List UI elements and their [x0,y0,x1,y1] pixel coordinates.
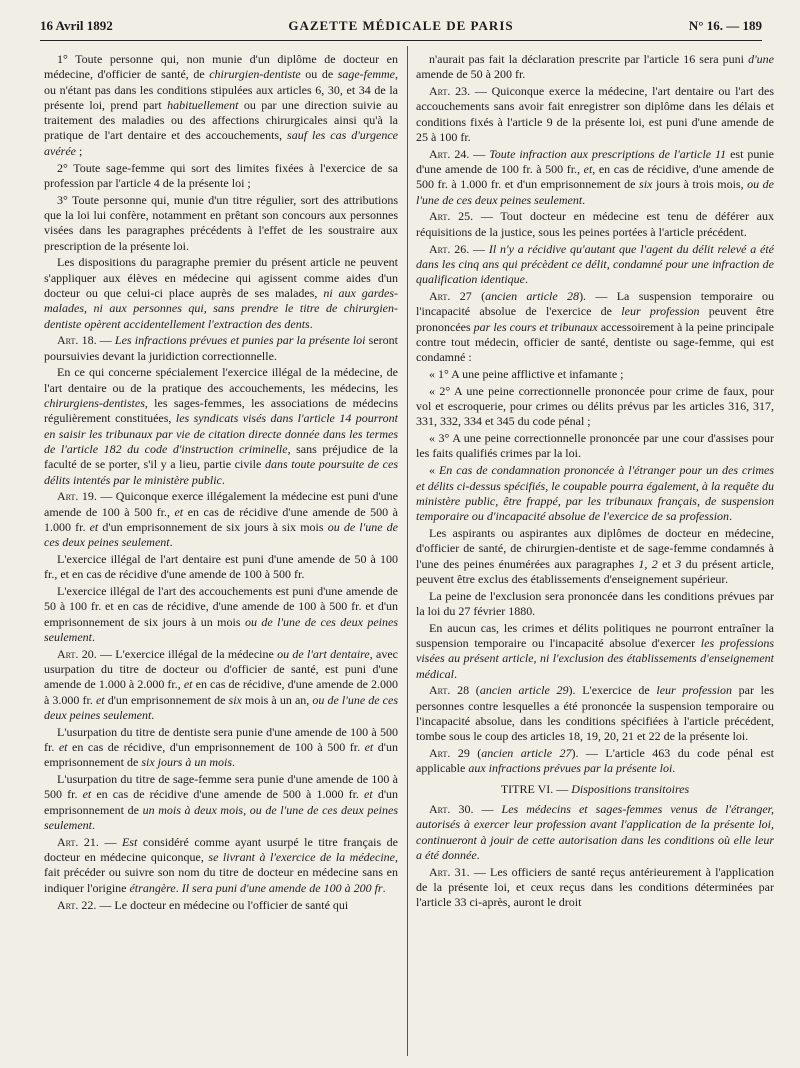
italic-text: et [364,740,374,755]
paragraph [44,772,398,833]
paragraph [416,589,774,620]
paragraph [416,621,774,682]
text-run: , fait précéder ou suivre son nom du titre de docteur en médecine sans en indiquer l'origine [44,850,398,895]
text-run: , ou n'étant pas dans les conditions stipulées aux articles 6, 30, et 34 de la présente loi, prend part [44,67,398,112]
italic-text: six [639,177,653,192]
italic-text: aux infractions prévues par la présente loi [468,761,673,776]
article-number: Art. 27 [429,288,472,303]
italic-text: se livrant à l'exercice de la médecine [208,850,395,865]
column-divider [407,46,408,1056]
italic-text: sauf les cas d'urgence avérée [44,128,398,158]
italic-text: Est [121,834,138,849]
article-number: Art. 29 [429,746,470,761]
italic-text: 1, 2 [634,556,663,571]
header-date: 16 Avril 1892 [40,18,113,33]
paragraph [416,782,774,797]
text-run: d'un emprisonnement de [44,740,398,770]
text-run: — [469,241,489,256]
journal-title: GAZETTE MÉDICALE DE PARIS [288,18,514,33]
italic-text: ancien article 28 [485,288,580,303]
text-run: . [672,761,676,776]
text-run: et [662,556,671,571]
text-run: ; [75,143,83,158]
italic-text: Les infractions prévues et punies par la présente loi [114,333,366,348]
italic-text: par les cours et tribunaux [473,319,598,334]
text-run: en cas de récidive d'une amende de 500 à 1.000 fr. [91,787,365,802]
text-run: ( [469,746,482,761]
paragraph [416,367,774,382]
text-run: « 3° A une peine correctionnelle prononcée par une cour d'assises pour les faits qualifiés crimes par la loi. [416,431,774,461]
text-run: ou par une direction suivie au traitement des maladies ou des affections chirurgicales ainsi qu'à la pratique de l'art dentaire et des accouchements, [44,97,398,143]
paragraph [44,898,398,913]
text-run: , les sages-femmes, les associations de médecins régulièrement constituées, [44,396,398,426]
article-number: Art. 19. [57,489,97,504]
paragraph [416,147,774,208]
paragraph [44,584,398,645]
italic-text: . [725,571,729,586]
text-run: « 2° A une peine correctionnelle prononcée pour crime de faux, pour vol et escroquerie, pour crimes ou délits prévus par les articles 316, 317, 331, 332, 334 et 345 du code pénal ; [416,383,774,429]
text-run: . [524,272,528,287]
italic-text: . [532,603,536,618]
text-run: — L'exercice illégal de la médecine [96,646,278,661]
italic-text: étrangère [129,880,176,895]
paragraph [44,365,398,487]
text-run: Les dispositions du paragraphe premier du présent article ne peuvent s'appliquer aux élèves en médecine qui agissent comme aides d'un docteur ou que celui-ci place auprès de ses malades, [44,255,398,300]
article-number: Art. 21. [57,834,99,849]
article-number: Art. 20. [57,646,97,661]
paragraph [44,725,398,771]
text-run: L'exercice illégal de l'art des accouchements est puni d'une amende de 50 à 100 fr. et en cas de récidive, d'une amende de 100 à 500 fr. et d'un emprisonnement de six jours à un mois [44,584,398,629]
paragraph [44,647,398,723]
paragraph [416,683,774,744]
text-run: 1° Toute personne qui, non munie d'un diplôme de docteur en médecine, d'officier de santé, de [44,52,398,82]
paragraph [44,489,398,550]
text-run: peuvent être prononcées [416,304,774,334]
paragraph [416,242,774,288]
article-number: Art. 23. [429,84,471,99]
paragraph [416,289,774,365]
text-run: Les aspirants ou aspirantes aux diplômes de docteur en médecine, d'officier de santé, de chirurgien-dentiste et de sage-femme condamnés à l'une des peines énumérées aux paragraphes [416,525,774,571]
italic-text: En cas de condamnation prononcée à l'étranger pour un des crimes et délits ci-dessus spécifiés, le coupable pourra également, à la requête du ministère public, être frappé, par les tribunaux français, de suspension temporaire ou d'incapacité absolue de l'exercice de sa profession [416,463,774,524]
text-run: d'un emprisonnement de [104,692,229,707]
italic-text: et [183,677,193,692]
text-run: — Quiconque exerce la médecine, l'art dentaire ou l'art des accouchements sans avoir fait enregistrer son diplôme dans les délais et conditions fixés à l'article 9 de la présente loi, est puni d'une amende de 25 à 100 fr. [416,84,774,144]
italic-text: et [82,787,92,802]
text-run: ). — La suspension temporaire ou l'incapacité absolue de l'exercice de [416,288,774,319]
italic-text: et [58,740,68,755]
italic-text: Il n'y a récidive qu'autant que l'agent du délit relevé a été dans les cinq ans qui précèdent ce délit, condamné pour une infraction de qualification identique [416,241,774,287]
left-column [44,52,398,1062]
italic-text: chirurgiens-dentistes [44,396,145,411]
italic-text: les syndicats visés dans l'article 14 pourront en saisir les tribunaux par vie de citation directe donnée dans les termes de l'article 182 du code d'instruction criminelle [44,411,398,456]
text-run: — Quiconque exerce illégalement la médecine est puni d'une amende de 100 à 500 fr., [44,489,398,519]
paragraph [44,255,398,331]
italic-text: et [174,504,184,519]
italic-text: ou de l'art dentaire [277,646,370,661]
text-run: jours à trois mois, [652,177,748,192]
italic-text: Les médecins et sages-femmes venus de l'étranger, autorisés à exercer leur profession avant l'application de la présente loi, continueront à jouir de cette autorisation dans les conditions où elle leur a été donnée [416,801,774,862]
text-run: « 1° A une peine afflictive et infamante ; [429,366,624,381]
text-run: — Les officiers de santé reçus antérieurement à l'application de la présente loi, et ceux reçus dans les conditions déterminées par l'article 33 ci-après, auront le droit [416,864,774,910]
article-number: Art. 31. [429,864,470,879]
page-header [40,14,762,41]
italic-text: habituellement [167,97,239,112]
italic-text: d'une [748,52,774,66]
italic-text: les professions visées au présent article, ni l'exclusion des établissements d'enseignement médical [416,635,774,681]
italic-text: Toute infraction aux prescriptions de l'article 11 [489,146,727,161]
article-number: Art. 24. [429,146,470,161]
paragraph [44,552,398,583]
text-run: . [91,818,95,833]
italic-text: et [95,692,105,707]
text-run: . [309,316,313,331]
text-run: — [96,333,115,348]
text-run: d'un emprisonnement de six jours à six mois [98,519,328,534]
paragraph [44,52,398,159]
text-run: n'aurait pas fait la déclaration prescrite par l'article 16 sera puni [429,52,749,66]
italic-text: ancien article 29 [479,683,569,698]
text-run: est punie d'une amende de 100 fr. à 500 fr., [416,146,774,177]
right-column [416,52,774,1062]
italic-text: ni aux gardes-malades, ni aux personnes qui, sans prendre le titre de chirurgien-dentiste opèrent accidentellement l'extraction des dents [44,285,398,331]
text-run: ). L'exercice de [568,683,657,698]
text-run: . [169,535,173,550]
paragraph [44,835,398,896]
article-number: Art. 30. [429,801,474,816]
text-run: ou de [300,67,338,82]
italic-text: chirurgien-dentiste [209,67,301,82]
text-run: en cas de récidive, d'un emprisonnement de 100 à 500 fr. [67,740,365,755]
italic-text: et [364,787,373,802]
article-number: Art. 25. [429,209,474,224]
text-run: « [429,463,439,478]
paragraph [416,526,774,587]
paragraph [416,865,774,911]
paragraph [416,746,774,777]
text-run: ( [471,288,486,303]
text-run: — Tout docteur en médecine est tenu de déférer aux réquisitions de la justice, sous les peines portées à l'article précédent. [416,209,774,239]
text-run: en cas de récidive d'une amende de 500 à 1.000 fr. [44,504,398,534]
text-run: — [98,834,122,849]
italic-text: ou de l'une de ces deux peines seulement [44,614,398,644]
italic-text: Dispositions transitoires [571,781,690,796]
text-run: par les personnes contre lesquelles a été prononcée la suspension temporaire ou l'incapacité absolue, dans les conditions spécifiées à l'article précédent, tombe sous le coup des articles 18, 19, 20, 21 et 22 de la présente loi. [416,683,774,744]
text-run: amende de 50 à 200 fr. [416,67,526,82]
text-run: . [221,472,225,487]
italic-text: 3 [670,556,686,571]
text-run: , en cas de récidive, d'une amende de 500 fr. à 1.000 fr. et d'un emprisonnement de [416,162,774,192]
italic-text: dans toute poursuite de ces délits intentés par le ministère public [44,457,398,487]
text-run: . [382,880,386,895]
text-run: L'exercice illégal de l'art dentaire est puni d'une amende de 50 à 100 fr., et en cas de récidive d'une amende de 100 à 500 fr. [44,552,398,582]
italic-text: et [583,162,593,177]
text-run: . [729,509,733,524]
text-run: . [582,192,586,207]
paragraph [416,384,774,430]
italic-text: Il sera puni d'une amende de 100 à 200 fr [181,880,383,895]
text-run: La peine de l'exclusion sera prononcée dans les conditions prévues par la loi du 27 février 1880 [416,588,774,618]
paragraph [416,52,774,83]
paragraph [416,802,774,863]
text-run: . [151,707,155,722]
italic-text: six [228,692,242,707]
paragraph [44,161,398,192]
paragraph [44,193,398,254]
paragraph [44,333,398,364]
text-run: En aucun cas, les crimes et délits politiques ne pourront entraîner la suspension temporaire ou l'incapacité absolue d'exercer [416,620,774,650]
paragraph [416,463,774,524]
italic-text: six jours à un mois [141,755,232,770]
text-run: L'usurpation du titre de dentiste sera punie d'une amende de 100 à 500 fr. [44,724,398,755]
italic-text: ancien article 27 [481,746,572,761]
text-run: — [469,146,490,161]
text-run: — Le docteur en médecine ou l'officier de santé qui [96,897,349,912]
text-run: . [232,755,235,770]
text-run: ). — L'article 463 du code pénal est applicable [416,746,774,776]
text-run: du présent article, peuvent être exclus des établissements d'enseignement supérieur [416,556,774,586]
text-run: — [473,801,502,816]
text-run: en cas de récidive, d'une amende de 2.000 à 3.000 fr. [44,677,398,707]
italic-text: un mois à deux mois, ou de l'une de ces deux peines seulement [44,802,398,833]
italic-text: et [89,519,99,534]
article-number: Art. 18. [57,333,97,348]
text-run: accessoirement à la peine principale contre tout médecin, officier de santé, dentiste ou sage-femme, qui est condamné : [416,319,774,365]
text-run: 3° Toute personne qui, munie d'un titre régulier, sort des attributions que la loi lui confère, notamment en prêtant son concours aux personnes visées dans les paragraphes précédents à l'effet de les soustraire aux prescription de la présente loi. [44,192,398,253]
text-run: . [476,847,480,862]
text-run: ( [469,683,480,698]
text-run: 2° Toute sage-femme qui sort des limites fixées à l'exercice de sa profession par l'article 4 de la présente loi ; [44,160,398,190]
italic-text: leur profession [621,304,700,319]
text-run: mois à un an, [241,692,313,707]
text-run: En ce qui concerne spécialement l'exercice illégal de la médecine, de l'art dentaire ou de la pratique des accouchements, les médecins, les [44,365,398,395]
text-run: considéré comme ayant usurpé le titre français de docteur en médecine quiconque, [44,834,398,865]
text-run: TITRE VI. — [500,781,572,796]
text-run: , avec usurpation du titre de docteur ou d'officier de santé, est puni d'une amende de 1.000 à 2.000 fr., [44,646,398,692]
article-number: Art. 28 [429,683,470,698]
text-run: , sans préjudice de la faculté de se porter, s'il y a lieu, partie civile [44,441,398,472]
text-run: . [91,629,95,644]
article-number: Art. 22. [57,897,97,912]
paragraph [416,84,774,145]
text-run: L'usurpation du titre de sage-femme sera punie d'une amende de 100 à 500 fr. [44,772,398,802]
italic-text: ou de l'une de ces deux peines seulement [44,519,398,550]
paragraph [416,209,774,240]
page-number: N° 16. — 189 [688,18,762,33]
text-run: seront poursuivies devant la juridiction correctionnelle. [44,333,398,363]
text-run: d'un emprisonnement de [44,787,398,817]
article-number: Art. 26. [429,241,470,256]
paragraph [416,431,774,462]
italic-text: ou de l'une de ces deux peines seulement [416,177,774,207]
text-run: . [175,880,182,895]
italic-text: leur profession [656,683,732,698]
italic-text: sage-femme [337,67,395,82]
text-run: . [454,666,457,681]
italic-text: ou de l'une de ces deux peines seulement [44,692,398,722]
